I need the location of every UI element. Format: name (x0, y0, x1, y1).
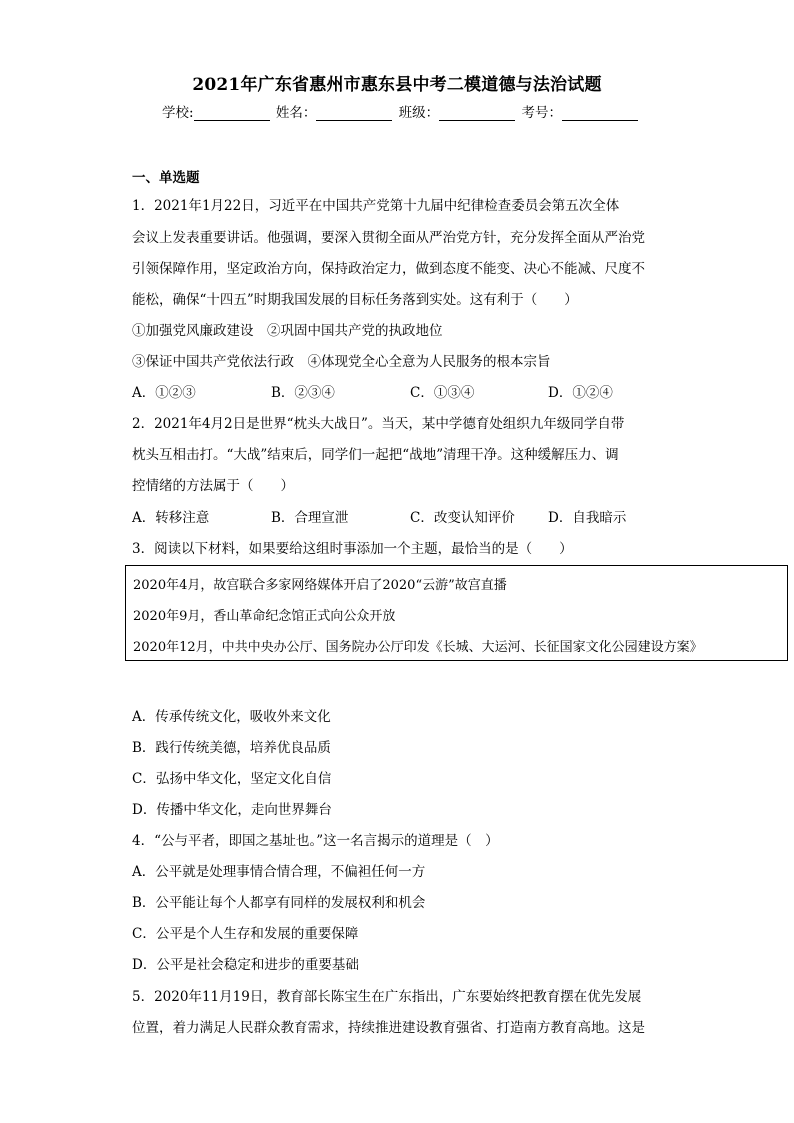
q2-option-a[interactable]: A．转移注意 (132, 510, 210, 526)
q1-line: 会议上发表重要讲话。他强调，要深入贯彻全面从严治党方针，充分发挥全面从严治党 (132, 230, 645, 246)
q2-line: 2．2021年4月2日是世界“枕头大战日”。当天，某中学德育处组织九年级同学自带 (132, 416, 625, 432)
q2-line: 控情绪的方法属于（ ） (132, 478, 294, 494)
q1-option-d[interactable]: D．①②④ (548, 385, 613, 401)
q1-option-c[interactable]: C．①③④ (410, 385, 475, 401)
q2-option-c[interactable]: C．改变认知评价 (410, 510, 515, 526)
name-label: 姓名： (275, 105, 317, 121)
q3-option-b[interactable]: B．践行传统美德，培养优良品质 (132, 740, 331, 756)
q3-material-line: 2020年9月，香山革命纪念馆正式向公众开放 (133, 609, 396, 624)
q4-option-c[interactable]: C．公平是个人生存和发展的重要保障 (132, 926, 359, 942)
q1-line: 1．2021年1月22日，习近平在中国共产党第十九届中纪律检查委员会第五次全体 (132, 198, 620, 214)
q1-statement: ①加强党风廉政建设 ②巩固中国共产党的执政地位 (132, 323, 443, 339)
number-label: 考号： (521, 105, 562, 121)
q3-option-d[interactable]: D．传播中华文化，走向世界舞台 (132, 802, 332, 818)
section-heading: 一、单选题 (132, 170, 200, 186)
q2-option-b[interactable]: B．合理宣泄 (271, 510, 349, 526)
q5-line: 5．2020年11月19日，教育部长陈宝生在广东指出，广东要始终把教育摆在优先发展 (132, 989, 642, 1005)
q3-option-a[interactable]: A．传承传统文化，吸收外来文化 (132, 709, 331, 725)
school-blank[interactable] (194, 106, 270, 121)
q3-material-line: 2020年4月，故宫联合多家网络媒体开启了2020“云游”故宫直播 (133, 578, 507, 593)
q3-material-line: 2020年12月，中共中央办公厅、国务院办公厅印发《长城、大运河、长征国家文化公园建设方案》 (133, 640, 703, 655)
q1-line: 能松，确保“十四五”时期我国发展的目标任务落到实处。这有利于（ ） (132, 292, 578, 308)
page-title: 2021年广东省惠州市惠东县中考二模道德与法治试题 (192, 75, 602, 95)
q3-stem: 3．阅读以下材料，如果要给这组时事添加一个主题，最恰当的是（ ） (132, 541, 573, 557)
q5-line: 位置，着力满足人民群众教育需求，持续推进建设教育强省、打造南方教育高地。这是 (132, 1020, 645, 1036)
student-info-row (162, 101, 640, 121)
q1-option-b[interactable]: B．②③④ (271, 385, 335, 401)
q4-option-a[interactable]: A．公平就是处理事情合情合理，不偏袒任何一方 (132, 864, 426, 880)
q1-statement: ③保证中国共产党依法行政 ④体现党全心全意为人民服务的根本宗旨 (132, 354, 551, 370)
q4-option-d[interactable]: D．公平是社会稳定和进步的重要基础 (132, 957, 359, 973)
q1-line: 引领保障作用，坚定政治方向，保持政治定力，做到态度不能变、决心不能减、尺度不 (132, 261, 645, 277)
class-blank[interactable] (439, 106, 515, 121)
name-blank[interactable] (316, 106, 392, 121)
q4-option-b[interactable]: B．公平能让每个人都享有同样的发展权利和机会 (132, 895, 426, 911)
q3-material-box (125, 565, 788, 661)
class-label: 班级： (398, 105, 440, 121)
number-blank[interactable] (562, 106, 638, 121)
q2-line: 枕头互相击打。“大战”结束后，同学们一起把“战地”清理干净。这种缓解压力、调 (132, 447, 619, 463)
q1-option-a[interactable]: A．①②③ (132, 385, 196, 401)
q4-stem: 4．“公与平者，即国之基址也。”这一名言揭示的道理是（ ） (132, 833, 499, 849)
q3-option-c[interactable]: C．弘扬中华文化，坚定文化自信 (132, 771, 332, 787)
school-label: 学校: (162, 105, 194, 121)
q2-option-d[interactable]: D．自我暗示 (548, 510, 627, 526)
